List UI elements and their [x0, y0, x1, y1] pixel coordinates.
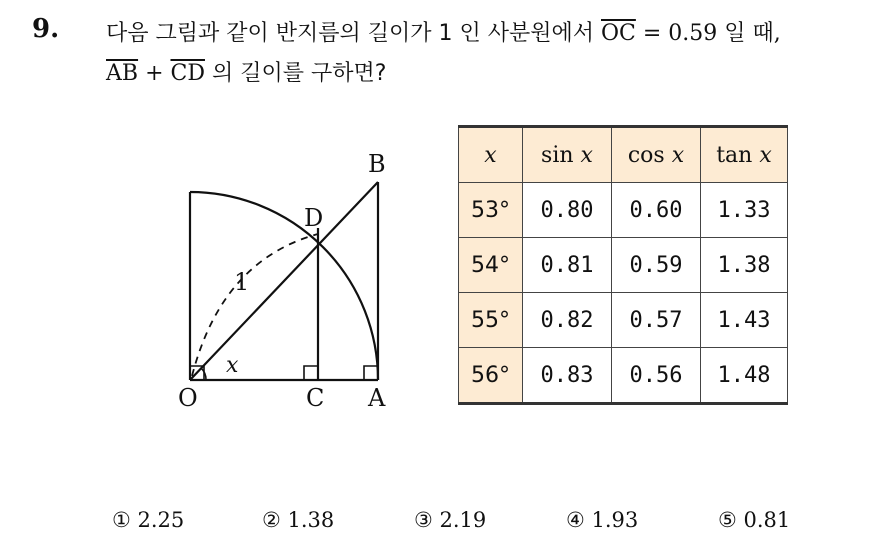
choice-3[interactable]: ③ 2.19 — [414, 508, 487, 532]
right-angle-c — [304, 366, 318, 380]
tan-cell: 1.33 — [701, 183, 788, 238]
label-angle: x — [226, 353, 239, 378]
tan-cell: 1.48 — [701, 348, 788, 404]
angle-cell: 54° — [459, 238, 523, 293]
choice-4[interactable]: ④ 1.93 — [566, 508, 639, 532]
question-line-1 — [106, 16, 781, 47]
label-b: B — [368, 150, 386, 178]
right-angle-a — [364, 366, 378, 380]
cos-cell: 0.56 — [612, 348, 701, 404]
sin-cell: 0.80 — [523, 183, 612, 238]
angle-cell: 55° — [459, 293, 523, 348]
table-row — [459, 293, 788, 348]
plus-sign: + — [145, 61, 164, 86]
segment-ab: $\overline{AB}$ — [106, 61, 139, 86]
label-d: D — [304, 204, 324, 232]
label-radius: 1 — [234, 268, 250, 296]
table-header-row — [459, 127, 788, 183]
table-row — [459, 183, 788, 238]
angle-cell: 53° — [459, 183, 523, 238]
question-line-2 — [106, 56, 386, 87]
dashed-radius — [192, 234, 318, 376]
label-o: O — [178, 384, 198, 412]
choice-5[interactable]: ⑤ 0.81 — [718, 508, 791, 532]
question-number: 9. — [32, 14, 60, 44]
table-row — [459, 238, 788, 293]
sin-cell: 0.83 — [523, 348, 612, 404]
segment-oc: $\overline{OC}$ — [601, 21, 636, 46]
choice-2[interactable]: ② 1.38 — [262, 508, 335, 532]
quarter-circle-figure — [160, 140, 420, 420]
label-a: A — [368, 384, 386, 412]
sin-cell: 0.81 — [523, 238, 612, 293]
segment-cd: $\overline{CD}$ — [170, 61, 205, 86]
cos-cell: 0.57 — [612, 293, 701, 348]
header-sin: sin x — [523, 127, 612, 183]
header-tan: tan x — [701, 127, 788, 183]
label-c: C — [306, 384, 325, 412]
question-value: = 0.59 일 때, — [642, 21, 781, 46]
tan-cell: 1.38 — [701, 238, 788, 293]
trig-table — [458, 125, 788, 405]
tan-cell: 1.43 — [701, 293, 788, 348]
header-x: x — [459, 127, 523, 183]
cos-cell: 0.59 — [612, 238, 701, 293]
cos-cell: 0.60 — [612, 183, 701, 238]
question-text-2: 의 길이를 구하면? — [211, 61, 387, 86]
choice-1[interactable]: ① 2.25 — [112, 508, 185, 532]
table-row — [459, 348, 788, 404]
answer-choices — [0, 508, 884, 534]
sin-cell: 0.82 — [523, 293, 612, 348]
header-cos: cos x — [612, 127, 701, 183]
angle-cell: 56° — [459, 348, 523, 404]
question-text-1: 다음 그림과 같이 반지름의 길이가 1 인 사분원에서 — [106, 21, 594, 46]
